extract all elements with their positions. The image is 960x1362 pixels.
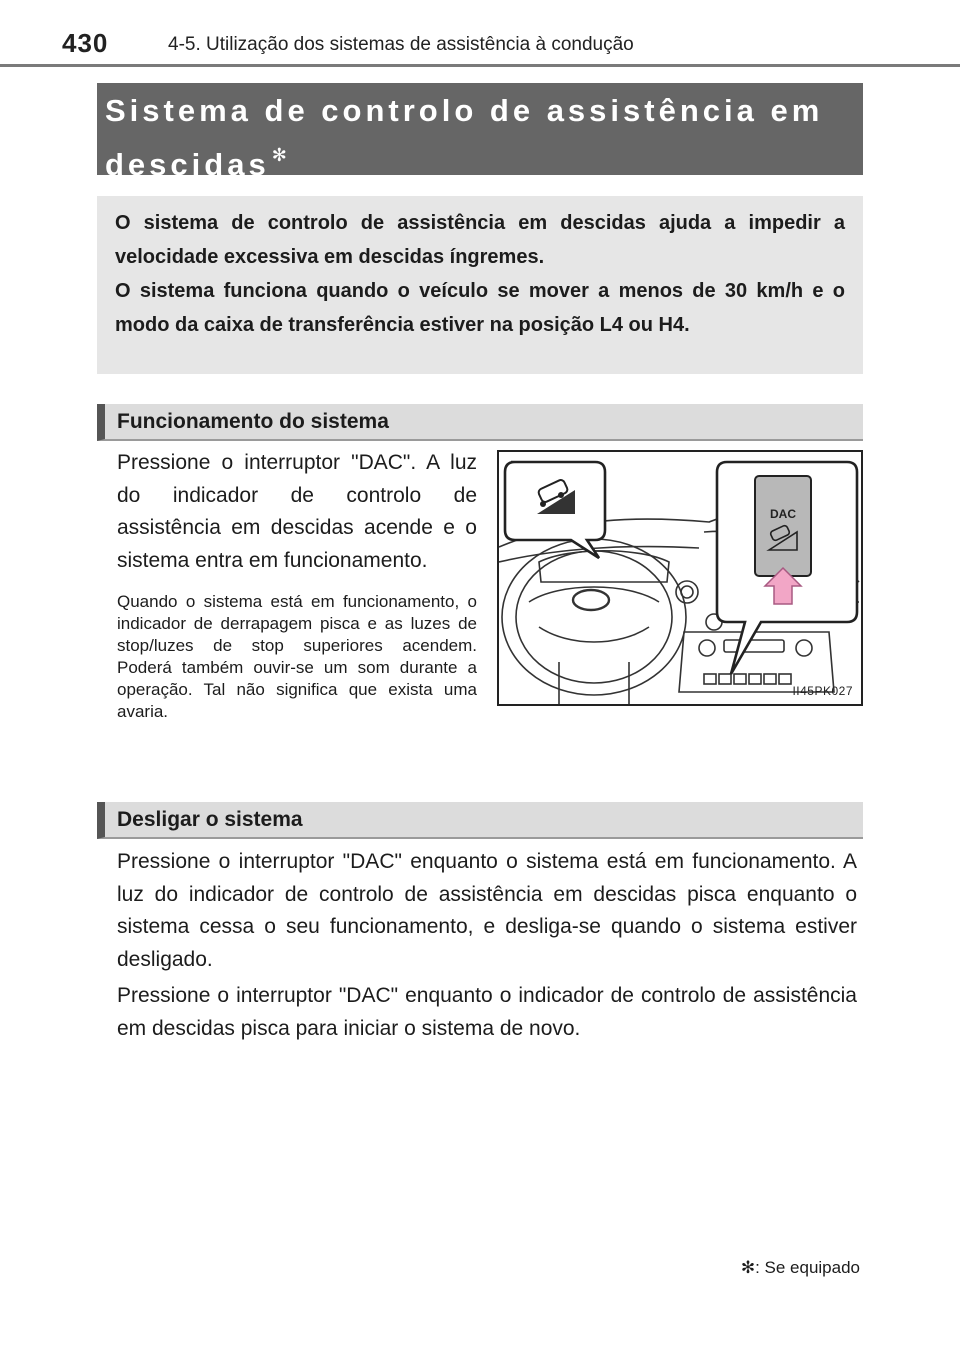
section-heading-operation bbox=[97, 404, 863, 441]
dac-switch-callout bbox=[717, 462, 857, 674]
section-heading-text: Funcionamento do sistema bbox=[117, 409, 389, 433]
dashboard-illustration bbox=[497, 450, 863, 706]
indicator-callout bbox=[505, 462, 605, 558]
running-header: 4-5. Utilização dos sistemas de assistência à condução bbox=[168, 34, 634, 55]
operation-main-text: Pressione o interruptor "DAC". A luz do indicador de controlo de assistência em descidas acende e o sistema entra em funcionamento. bbox=[117, 451, 477, 572]
off-paragraph-1: Pressione o interruptor "DAC" enquanto o sistema está em funcionamento. A luz do indicador de controlo de assistência em descidas pisca enquanto o sistema cessa o seu funcionamento, e desliga-se quando o sistema estiver desligado. bbox=[117, 850, 857, 971]
operation-text-column bbox=[117, 447, 477, 723]
title-text: Sistema de controlo de assistência em descidas bbox=[105, 93, 824, 182]
title-banner bbox=[97, 83, 863, 182]
off-paragraph-2: Pressione o interruptor "DAC" enquanto o indicador de controlo de assistência em descidas pisca para iniciar o sistema de novo. bbox=[117, 984, 857, 1040]
asterisk-icon: ✻ bbox=[740, 1258, 756, 1277]
asterisk-icon: ✻ bbox=[271, 145, 287, 165]
figure-code: II45PK027 bbox=[792, 684, 853, 698]
section-heading-text: Desligar o sistema bbox=[117, 807, 303, 831]
dac-switch-label: DAC bbox=[770, 507, 796, 521]
intro-paragraph-2: O sistema funciona quando o veículo se mover a menos de 30 km/h e o modo da caixa de transferência estiver na posição L4 ou H4. bbox=[115, 280, 845, 336]
footnote bbox=[741, 1258, 860, 1278]
intro-box bbox=[97, 196, 863, 374]
page-title bbox=[105, 89, 847, 187]
page-number: 430 bbox=[62, 28, 109, 58]
section-heading-off bbox=[97, 802, 863, 839]
intro-paragraph-1: O sistema de controlo de assistência em descidas ajuda a impedir a velocidade excessiva em descidas íngremes. bbox=[115, 212, 845, 268]
off-paragraph-1-block bbox=[117, 846, 857, 976]
off-paragraph-2-block bbox=[117, 980, 857, 1045]
footnote-text: : Se equipado bbox=[755, 1258, 860, 1277]
header-rule bbox=[0, 64, 960, 67]
dashboard-drawing bbox=[499, 452, 861, 704]
operation-note-text: Quando o sistema está em funcionamento, o indicador de derrapagem pisca e as luzes de stop/luzes de stop superiores acendem. Poderá também ouvir-se um som durante a operação. Tal não significa que exista uma avaria. bbox=[117, 592, 477, 721]
